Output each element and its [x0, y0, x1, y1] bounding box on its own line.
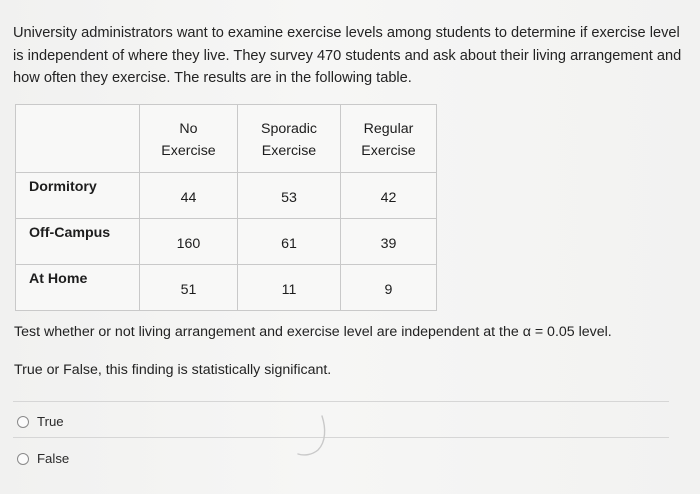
cell-off-campus-sporadic: 61: [238, 219, 341, 265]
cell-dormitory-regular: 42: [341, 173, 437, 219]
column-header-line2: Exercise: [261, 142, 317, 159]
option-true-label: True: [37, 414, 64, 429]
radio-true[interactable]: [17, 416, 29, 428]
table-header-row: [16, 105, 437, 173]
problem-statement: University administrators want to examine exercise levels among students to determine if exercise level is independent of where they live. They survey 470 students and ask about their living arrangement and how often they exercise. The results are in the following table.: [13, 25, 682, 86]
cell-off-campus-no-exercise: 160: [140, 219, 238, 265]
radio-false[interactable]: [17, 453, 29, 465]
significance-question: True or False, this finding is statistically significant.: [14, 362, 332, 378]
column-header-line1: Regular: [363, 120, 414, 137]
table-row-off-campus: [16, 219, 437, 265]
cell-at-home-no-exercise: 51: [140, 265, 238, 311]
table-row-at-home: [16, 265, 437, 311]
row-header-dormitory: Dormitory: [16, 173, 140, 219]
row-header-off-campus: Off-Campus: [16, 219, 140, 265]
contingency-table: [15, 104, 437, 311]
column-header-line2: Exercise: [361, 142, 416, 159]
cell-dormitory-sporadic: 53: [238, 173, 341, 219]
cell-at-home-regular: 9: [341, 265, 437, 311]
divider: [13, 401, 669, 402]
option-false-label: False: [37, 451, 70, 466]
option-false[interactable]: [17, 451, 69, 466]
hypothesis-question: Test whether or not living arrangement and exercise level are independent at the α = 0.05 level.: [14, 324, 612, 340]
divider: [13, 437, 669, 438]
cell-dormitory-no-exercise: 44: [140, 173, 238, 219]
column-header-line2: Exercise: [161, 142, 216, 159]
column-header-line1: Sporadic: [261, 120, 317, 137]
option-true[interactable]: [17, 414, 64, 429]
table-row-dormitory: [16, 173, 437, 219]
column-header-line1: No: [179, 120, 198, 137]
pencil-mark-icon: [296, 414, 336, 460]
column-header-no-exercise: [140, 105, 238, 173]
corner-cell: [16, 105, 140, 173]
column-header-regular-exercise: [341, 105, 437, 173]
cell-at-home-sporadic: 11: [238, 265, 341, 311]
row-header-at-home: At Home: [16, 265, 140, 311]
cell-off-campus-regular: 39: [341, 219, 437, 265]
column-header-sporadic-exercise: [238, 105, 341, 173]
